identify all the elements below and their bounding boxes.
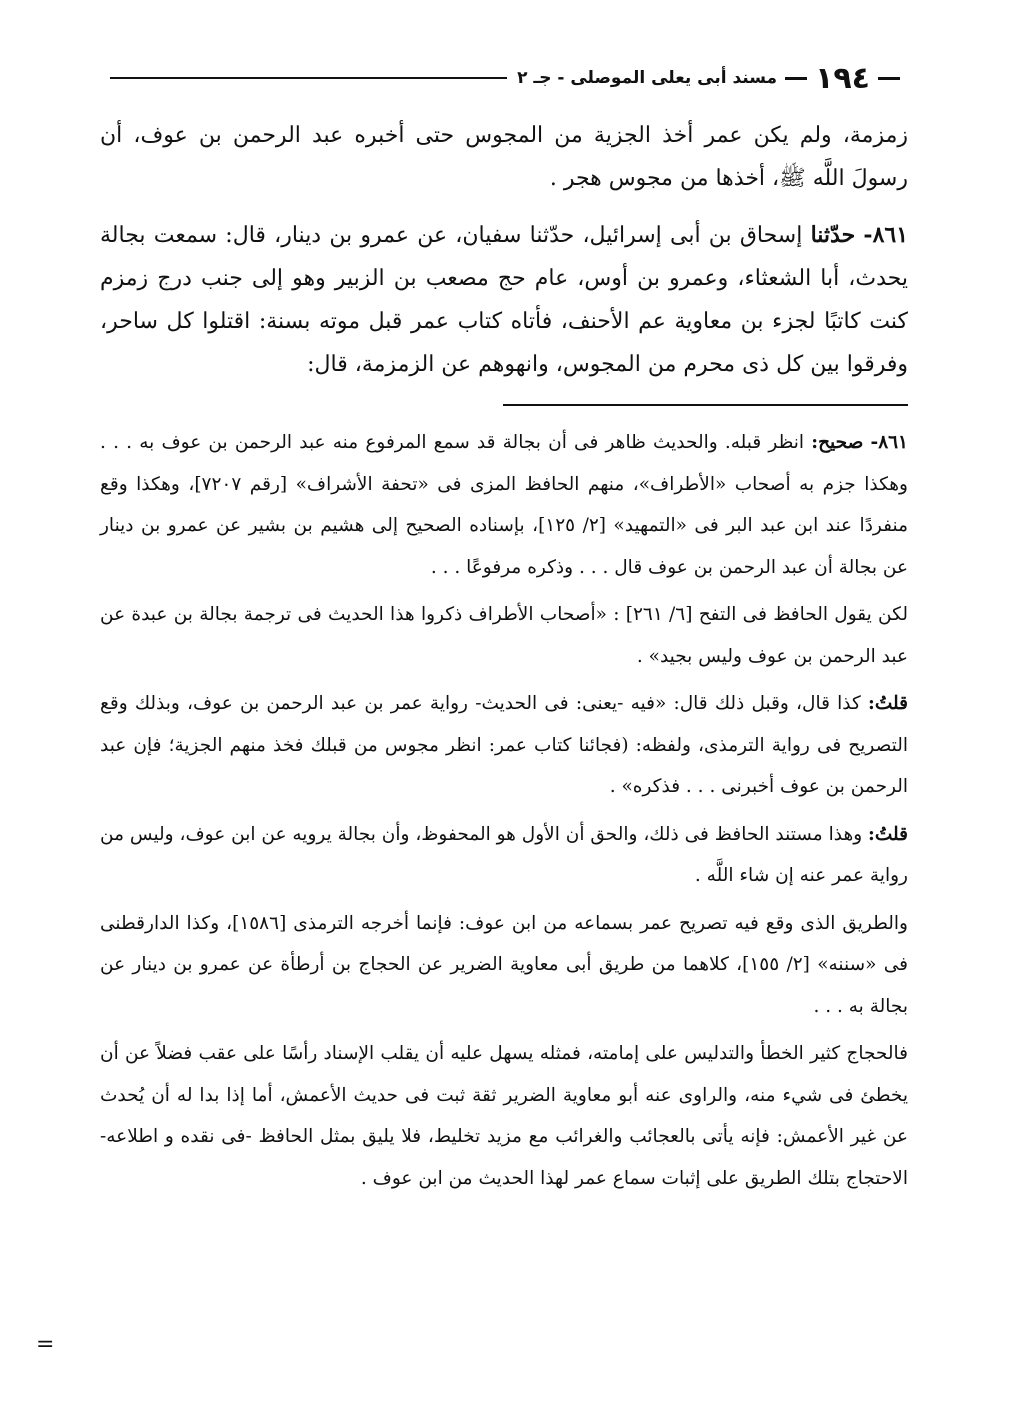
hadith-lead-word: حدّثنا [810, 222, 856, 248]
main-continuation-paragraph: زمزمة، ولم يكن عمر أخذ الجزية من المجوس حتى أخبره عبد الرحمن بن عوف، أن رسولَ اللَّه ﷺ، أخذها من مجوس هجر . [100, 123, 908, 191]
footnote-text-1: انظر قبله. والحديث ظاهر فى أن بجالة قد سمع المرفوع منه عبد الرحمن بن عوف به . . . وهكذا جزم به أصحاب «الأطراف»، منهم الحافظ المزى فى «تحفة الأشراف» [رقم ٧٢٠٧]، وهكذا وقع منفردًا عند ابن عبد البر فى «التمهيد» [٢/ ١٢٥]، بإسناده الصحيح إلى هشيم بن بشير عن عمرو بن دينار عن بجالة أن عبد الرحمن بن عوف قال . . . وذكره مرفوعًا . . . [100, 432, 908, 578]
footnote-paragraph-2: لكن يقول الحافظ فى التفح [٦/ ٢٦١] : «أصحاب الأطراف ذكروا هذا الحديث فى ترجمة بجالة بن عبدة عن عبد الرحمن بن عوف وليس بجيد» . [100, 604, 908, 667]
footnote-separator [503, 404, 908, 406]
footnote-grade: صحيح: [811, 432, 864, 453]
hadith-paragraph [100, 214, 908, 386]
footnote-number: ٨٦١- [870, 432, 908, 453]
footnote-qultu-label: قلتُ: [868, 693, 908, 714]
book-title: مسند أبى يعلى الموصلى - جـ ٢ [517, 68, 778, 88]
header-dash-right [878, 77, 900, 80]
footnote-paragraph-5: والطريق الذى وقع فيه تصريح عمر بسماعه من ابن عوف: فإنما أخرجه الترمذى [١٥٨٦]، وكذا الدارقطنى فى «سننه» [٢/ ١٥٥]، كلاهما من طريق أبى معاوية الضرير عن الحجاج بن أرطأة عن عمرو بن دينار عن بجالة به . . . [100, 912, 908, 1017]
document-page [100, 58, 908, 1388]
hadith-number: ٨٦١- [863, 222, 909, 248]
hadith-text: إسحاق بن أبى إسرائيل، حدّثنا سفيان، عن عمرو بن دينار، قال: سمعت بجالة يحدث، أبا الشعثاء، وعمرو بن أوس، عام حج مصعب بن الزبير وهو إلى جنب درج زمزم كنت كاتبًا لجزء بن معاوية عم الأحنف، فأتاه كتاب عمر قبل موته بسنة: اقتلوا كل ساحر، وفرقوا بين كل ذى محرم من المجوس، وانهوهم عن الزمزمة، قال: [100, 223, 908, 377]
footnote-paragraph-6: فالحجاج كثير الخطأ والتدليس على إمامته، فمثله يسهل عليه أن يقلب الإسناد رأسًا على عقب فضلاً عن أن يخطئ فى شيء منه، والراوى عنه أبو معاوية الضرير ثقة ثبت فى حديث الأعمش، أما إذا بدا له أن يُحدث عن غير الأعمش: فإنه يأتى بالعجائب والغرائب مع مزيد تخليط، فلا يليق بمثل الحافظ -فى نقده و اطلاعه- الاحتجاج بتلك الطريق على إثبات سماع عمر لهذا الحديث من ابن عوف . [100, 1043, 908, 1189]
footnote-qultu-label: قلتُ: [868, 823, 908, 845]
main-text [100, 114, 908, 386]
footnote-paragraph-1 [100, 422, 908, 588]
header-rule [110, 77, 507, 79]
running-header [100, 58, 908, 98]
footnotes [100, 422, 908, 1199]
page-number: ١٩٤ [815, 60, 870, 96]
footnote-paragraph-3 [100, 683, 908, 808]
footnote-text-3: كذا قال، وقبل ذلك قال: «فيه -يعنى: فى الحديث- رواية عمر بن عبد الرحمن بن عوف، وبذلك وقع التصريح فى رواية الترمذى، ولفظه: (فجائنا كتاب عمر: انظر مجوس من قبلك فخذ منهم الجزية؛ فإن عبد الرحمن بن عوف أخبرنى . . . فذكره» . [100, 693, 908, 797]
footnote-text-4: وهذا مستند الحافظ فى ذلك، والحق أن الأول هو المحفوظ، وأن بجالة يرويه عن ابن عوف، وليس من رواية عمر عنه إن شاء اللَّه . [100, 823, 908, 886]
continuation-mark: = [36, 1332, 55, 1357]
header-dash-middle [785, 77, 807, 80]
footnote-paragraph-4 [100, 814, 908, 897]
